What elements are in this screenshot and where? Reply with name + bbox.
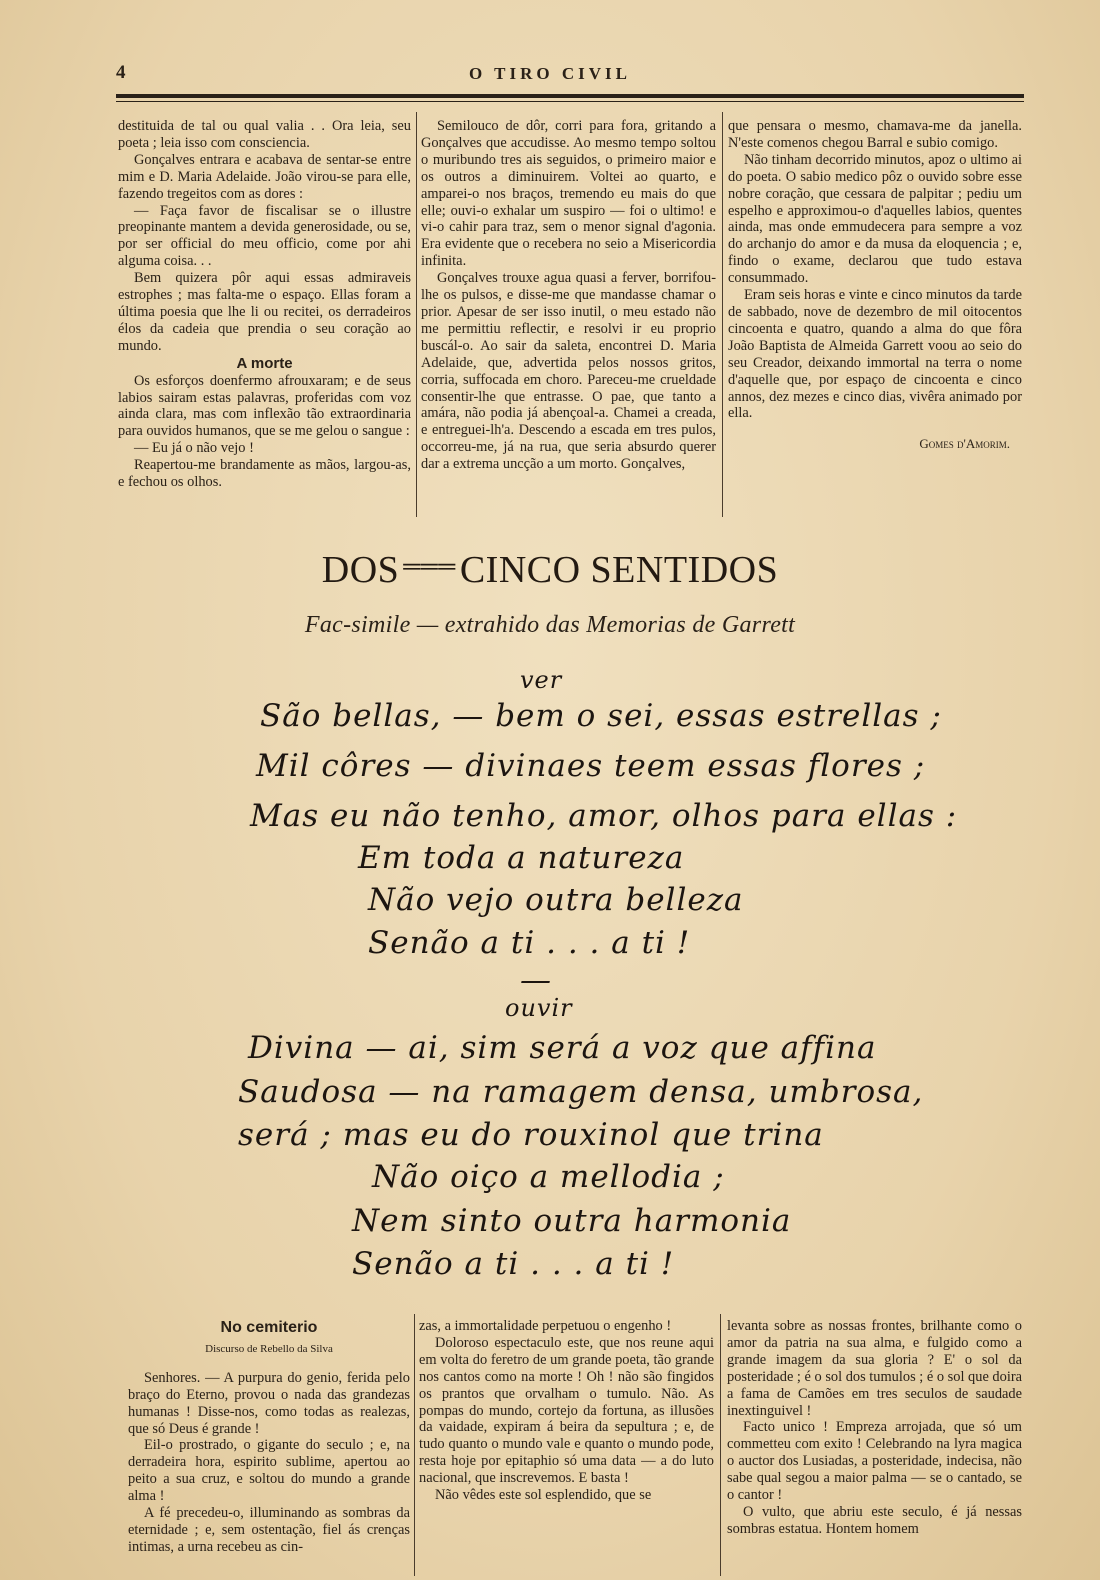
section-title: No cemiterio [220, 1319, 318, 1336]
feature-title-right: CINCO SENTIDOS [459, 549, 779, 591]
poem-line: Não vejo outra belleza [368, 882, 744, 918]
header-rule-thin [116, 101, 1024, 102]
column-divider [720, 1314, 721, 1576]
paragraph: Gonçalves entrara e acabava de sentar-se entre mim e D. Maria Adelaide. João virou-se para elle, fazendo tregeitos com as dores : [118, 151, 411, 202]
feature-title [0, 548, 1100, 592]
poem-line: Divina — ai, sim será a voz que affina [248, 1030, 877, 1066]
poem-line: Mil côres — divinaes teem essas flores ; [256, 748, 926, 784]
facsimile-separator: — [520, 962, 552, 998]
poem-line: Em toda a natureza [358, 840, 685, 876]
paragraph: Bem quizera pôr aqui essas admiraveis estrophes ; mas falta-me o espaço. Ellas foram a última poesia que lhe li ou recitei, os derradeiros élos da cadeia que prendia o seu coração ao mundo. [118, 270, 411, 354]
column-divider [414, 1314, 415, 1576]
page-number: 4 [116, 62, 127, 83]
column-divider [416, 112, 417, 517]
paragraph: Semilouco de dôr, corri para fora, gritando a Gonçalves que accudisse. Ao mesmo tempo soltou o muribundo tres ais seguidos, o primeiro maior e os outros a diminuirem. Voltei ao quarto, e amparei-o nos braços, tremendo eu mais do que elle; ouvi-o exhalar um suspiro — foi o ultimo! e vi-o cahir para traz, sem o menor signal d'agonia. Era evidente que o recebera no seio a Misericordia infinita. [421, 118, 716, 270]
paragraph: que pensara o mesmo, chamava-me da janella. N'este comenos chegou Barral e subio comigo. [728, 118, 1022, 151]
double-rule-ornament: ═══ [403, 554, 456, 580]
paragraph: Eil-o prostrado, o gigante do seculo ; e, na derradeira hora, espirito sublime, apertou ao peito a sua cruz, e soltou do mundo a grande alma ! [128, 1437, 410, 1505]
bottom-column-2 [419, 1318, 714, 1504]
journal-title: O TIRO CIVIL [469, 64, 631, 83]
label-ouvir: ouvir [505, 994, 573, 1022]
poem-line: Nem sinto outra harmonia [352, 1203, 792, 1239]
author-signature: Gomes d'Amorim. [919, 436, 1010, 452]
paragraph: levanta sobre as nossas frontes, brilhante como o amor da patria na sua alma, e fulgido como a grande imagem da sua gloria ? E' o sol da posteridade ; é o sol dos tumulos ; é o sol que doira a fama de Camões em tres seculos de saudade inextinguivel ! [727, 1318, 1022, 1419]
poem-line: Senão a ti . . . a ti ! [352, 1246, 675, 1282]
paragraph: O vulto, que abriu este seculo, é já nessas sombras estatua. Hontem homem [727, 1503, 1022, 1537]
top-column-3 [728, 118, 1022, 453]
poem-line: Senão a ti . . . a ti ! [368, 925, 691, 961]
paragraph: A fé precedeu-o, illuminando as sombras da eternidade ; e, sem ostentação, fiel ás crenças intimas, a urna recebeu as cin- [128, 1505, 410, 1555]
paragraph: Facto unico ! Empreza arrojada, que só um commetteu com exito ! Celebrando na lyra magica o auctor dos Lusiadas, a posteridade, indecisa, não sabe qual segou a maior palma — se o cantado, se o cantor ! [727, 1419, 1022, 1504]
section-byline: Discurso de Rebello da Silva [205, 1342, 333, 1355]
poem-line: Não oiço a mellodia ; [372, 1159, 725, 1195]
paragraph: Os esforços doenfermo afrouxaram; e de seus labios sairam estas palavras, proferidas com voz ainda clara, mas com inflexão tão extraordinaria para ouvidos humanos, que se me gelou o sangue : [118, 372, 411, 440]
paragraph: Não tinham decorrido minutos, apoz o ultimo ai do poeta. O sabio medico pôz o ouvido sobre esse nobre coração, que cessara de palpitar ; pediu um espelho e approximou-o d'aquelles labios, quentes ainda, mas onde emmudecera para sempre a voz do archanjo do amor e da musa da eloquencia ; e, findo o exame, declarou que tudo estava consummado. [728, 151, 1022, 287]
top-column-1 [118, 118, 411, 491]
top-column-2 [421, 118, 716, 473]
header-rule-thick [116, 94, 1024, 98]
section-subheading: A morte [236, 354, 293, 372]
paragraph: Senhores. — A purpura do genio, ferida pelo braço do Eterno, provou o nada das grandezas humanas ! Disse-nos, como todas as realezas, que só Deus é grande ! [128, 1369, 410, 1437]
bottom-column-3 [727, 1318, 1022, 1538]
column-divider [722, 112, 723, 517]
bottom-column-1 [128, 1320, 410, 1556]
poem-line: Mas eu não tenho, amor, olhos para ellas : [250, 798, 958, 834]
paragraph: Eram seis horas e vinte e cinco minutos da tarde de sabbado, nove de dezembro de mil oitocentos cincoenta e quatro, quando a alma do que fôra João Baptista de Almeida Garrett voou ao seio do seu Creador, deixando immortal na terra o nome d'aquelle que, por espaço de cincoenta e cinco annos, dez mezes e cinco dias, vivêra animado por ella. [728, 287, 1022, 422]
paragraph: Não vêdes este sol esplendido, que se [435, 1487, 652, 1504]
poem-line: São bellas, — bem o sei, essas estrellas ; [260, 698, 942, 734]
poem-line: Saudosa — na ramagem densa, umbrosa, [238, 1074, 924, 1110]
paragraph: Doloroso espectaculo este, que nos reune aqui em volta do feretro de um grande poeta, tão grande nos cantos como na morte ! Oh ! não são fingidos os prantos que orvalham o tumulo. Não. As pompas do mundo, cortejo da fortuna, as illusões da vaidade, expiram á beira da sepultura ; e, de tudo quanto o mundo vale e quanto o mundo pode, resta hoje por epitaphio só uma data — a do luto nacional, que inscrevemos. E basta ! [419, 1334, 714, 1487]
paragraph: Reapertou-me brandamente as mãos, largou-as, e fechou os olhos. [118, 457, 411, 491]
feature-subtitle: Fac-simile — extrahido das Memorias de Garrett [304, 612, 796, 638]
feature-title-left: DOS [321, 549, 400, 591]
paragraph: destituida de tal ou qual valia . . Ora leia, seu poeta ; leia isso com consciencia. [118, 118, 411, 151]
paragraph: — Faça favor de fiscalisar se o illustre preopinante mantem a devida generosidade, ou se, por ser official do meu officio, come por ahi alguma coisa. . . [118, 202, 411, 270]
paragraph: Gonçalves trouxe agua quasi a ferver, borrifou-lhe os pulsos, e disse-me que mandasse chamar o prior. Apesar de ser isso inutil, o meu estado não me permittiu reflectir, e resolvi ir eu proprio buscál-o. Ao sair da saleta, encontrei D. Maria Adelaide, que, advertida pelos nossos gritos, corria, suffocada em choro. Pareceu-me crueldade consentir-lhe que entrasse. O pae, que tanto a amára, não podia já abençoal-a. Chamei a creada, e entreguei-lh'a. Descendo a escada em tres pulos, occorreu-me, já na rua, que seria absurdo querer dar a extrema uncção a um morto. Gonçalves, [421, 270, 716, 473]
paragraph: zas, a immortalidade perpetuou o engenho ! [419, 1318, 672, 1334]
paragraph: — Eu já o não vejo ! [134, 440, 254, 457]
poem-line: será ; mas eu do rouxinol que trina [238, 1117, 824, 1153]
label-ver: ver [520, 666, 563, 694]
